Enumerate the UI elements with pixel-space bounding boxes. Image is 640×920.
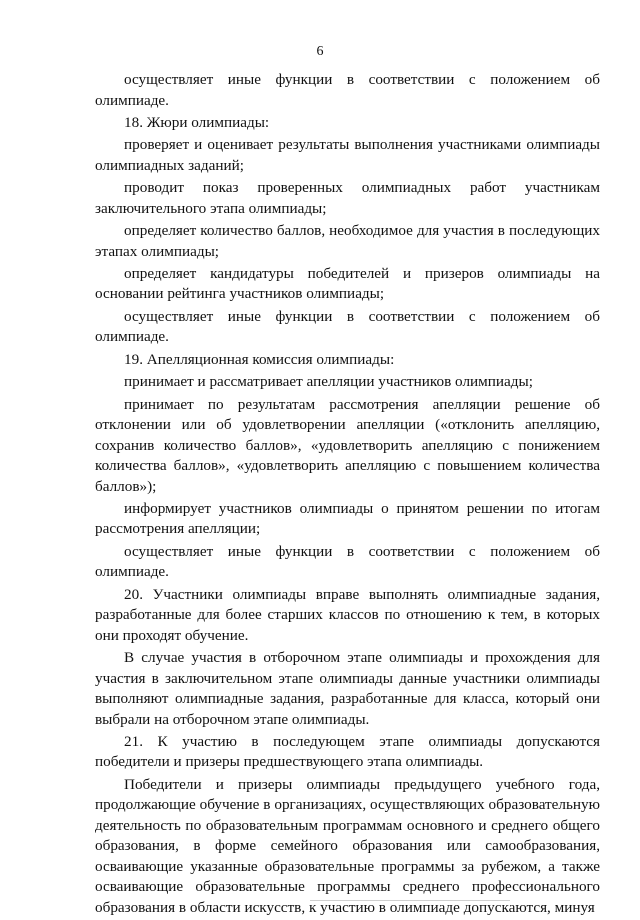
page-number: 6 (316, 44, 324, 59)
paragraph: принимает по результатам рассмотрения апелляции решение об отклонении или об удовлетворении апелляции («отклонить апелляцию, сохранив количество баллов», «удовлетворить апелляцию с понижением количества баллов», «удовлетворить апелляцию с повышением количества баллов»); (95, 395, 600, 495)
section-paragraph-20: 20. Участники олимпиады вправе выполнять олимпиадные задания, разработанные для более старших классов по отношению к тем, в которых они проходят обучение. (95, 585, 600, 644)
paragraph: В случае участия в отборочном этапе олимпиады и прохождения для участия в заключительном этапе олимпиады данные участники олимпиады выполняют олимпиадные задания, разработанные для класса, который они выбрали на отборочном этапе олимпиады. (95, 649, 600, 728)
document-body (95, 70, 600, 920)
section-heading-19: 19. Апелляционная комиссия олимпиады: (124, 350, 395, 368)
section-paragraph-21: 21. К участию в последующем этапе олимпиады допускаются победители и призеры предшествующего этапа олимпиады. (95, 732, 600, 771)
section-heading-18: 18. Жюри олимпиады: (124, 113, 270, 131)
paragraph: проводит показ проверенных олимпиадных работ участникам заключительного этапа олимпиады; (95, 179, 600, 217)
paragraph: определяет количество баллов, необходимое для участия в последующих этапах олимпиады; (95, 222, 600, 260)
paragraph: осуществляет иные функции в соответствии с положением об олимпиаде. (95, 307, 600, 346)
paragraph: Победители и призеры олимпиады предыдущего учебного года, продолжающие обучение в организациях, осуществляющих образовательную деятельность по образовательным программам основного и среднего общего образования, в форме семейного образования или самообразования, осваивающие указанные образовательные программы за рубежом, а также осваивающие образовательные программы среднего профессионального образования в области искусств, к участию в олимпиаде допускаются, минуя (95, 775, 600, 916)
page-bottom-edge (310, 900, 510, 902)
paragraph: осуществляет иные функции в соответствии с положением об олимпиаде. (95, 542, 600, 581)
paragraph: определяет кандидатуры победителей и призеров олимпиады на основании рейтинга участников олимпиады; (95, 264, 600, 303)
paragraph: информирует участников олимпиады о принятом решении по итогам рассмотрения апелляции; (95, 499, 600, 538)
paragraph: принимает и рассматривает апелляции участников олимпиады; (124, 373, 533, 391)
paragraph: проверяет и оценивает результаты выполнения участниками олимпиады олимпиадных заданий; (95, 136, 600, 174)
paragraph: осуществляет иные функции в соответствии с положением об олимпиаде. (95, 71, 600, 109)
